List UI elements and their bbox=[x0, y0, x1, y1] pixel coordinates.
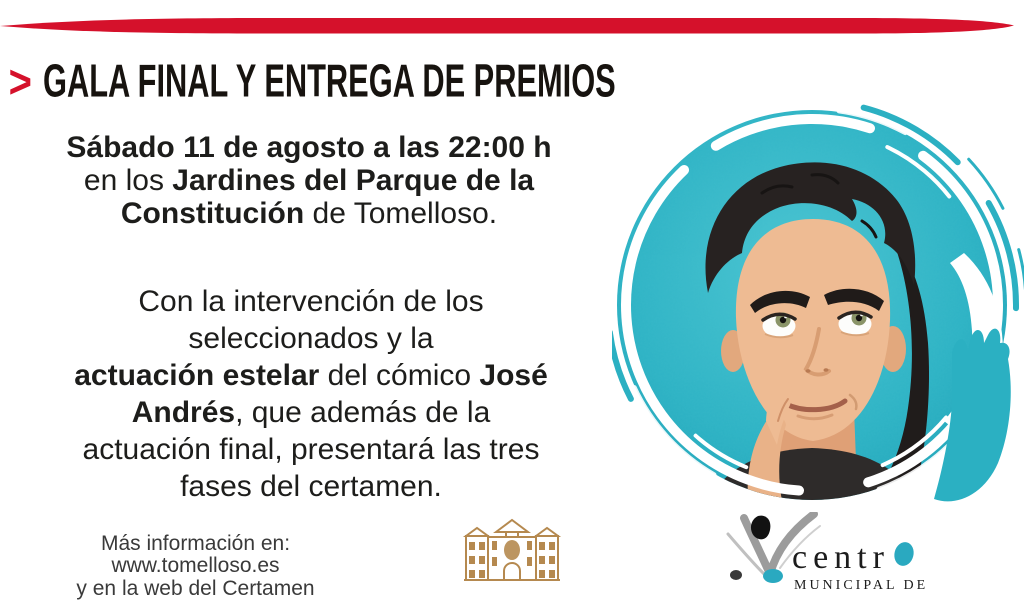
centro-logo-word: centr bbox=[792, 539, 890, 576]
text-segment: del cómico bbox=[319, 359, 480, 392]
footer-clipped-line: y en la web del Certamen bbox=[76, 576, 315, 600]
chevron-icon: > bbox=[8, 55, 32, 108]
event-date-paragraph bbox=[0, 131, 618, 230]
centro-logo-subtext: MUNICIPAL DE bbox=[794, 578, 929, 593]
text-segment: fases del certamen. bbox=[180, 470, 442, 503]
comedian-name-part1: José bbox=[479, 359, 548, 392]
comedian-name-part2: Andrés bbox=[131, 396, 236, 429]
footer-info bbox=[38, 533, 353, 600]
header bbox=[8, 55, 861, 108]
text-segment: de Tomelloso. bbox=[304, 197, 498, 230]
centro-municipal-logo bbox=[716, 512, 956, 597]
event-venue: Jardines del Parque de la Constitución bbox=[120, 164, 535, 230]
more-info-label: Más información en: bbox=[100, 532, 291, 555]
text-segment: en los bbox=[83, 164, 173, 197]
text-segment: seleccionados y la bbox=[188, 322, 434, 355]
text-segment: Con la intervención de los bbox=[138, 285, 484, 318]
text-segment: , que además de la bbox=[235, 396, 491, 429]
top-red-bar bbox=[0, 0, 1024, 50]
highlight-actuacion-estelar: actuación estelar bbox=[74, 359, 320, 392]
page-title: GALA FINAL Y ENTREGA DE PREMIOS bbox=[42, 55, 616, 108]
event-datetime: Sábado 11 de agosto a las 22:00 h bbox=[66, 131, 552, 164]
town-hall-logo bbox=[460, 516, 564, 586]
text-segment: actuación final, presentará las tres bbox=[82, 433, 540, 466]
comedian-portrait bbox=[612, 103, 1024, 520]
event-description-paragraph bbox=[0, 283, 622, 505]
website-url: www.tomelloso.es bbox=[111, 554, 280, 578]
